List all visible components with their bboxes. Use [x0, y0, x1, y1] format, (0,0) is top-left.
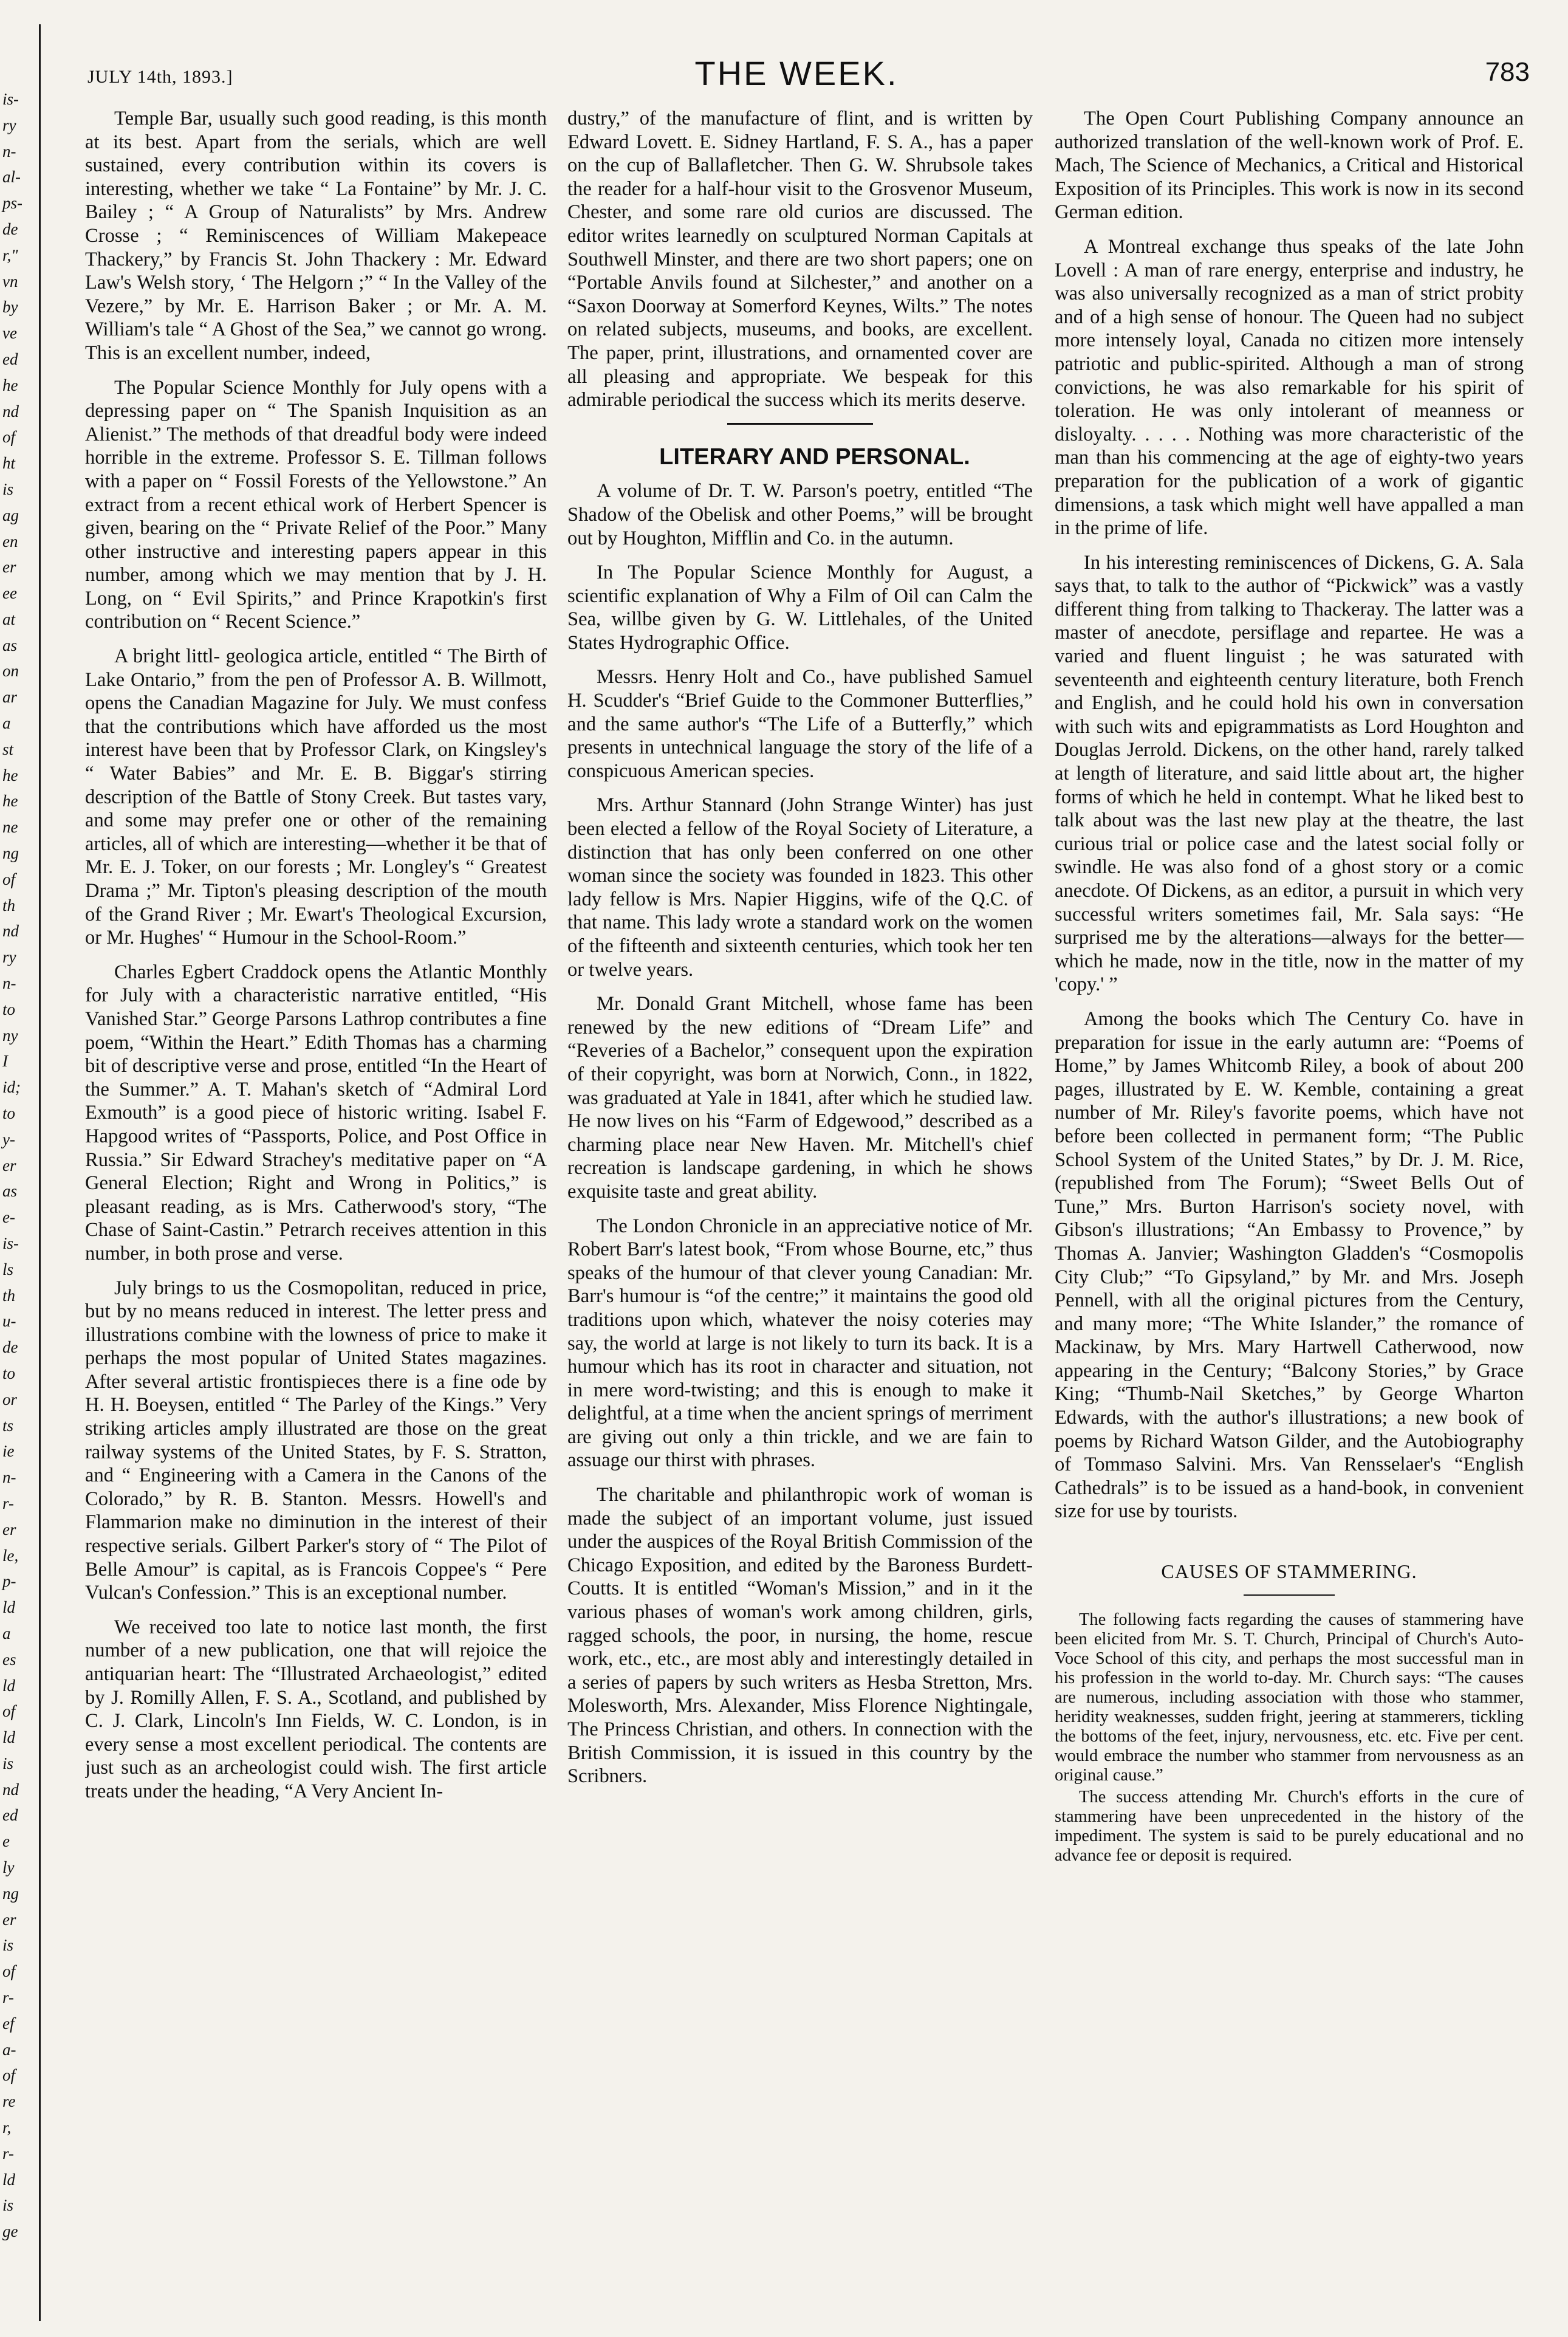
article-paragraph: In The Popular Science Monthly for August, a scientific explanation of Why a Film of Oil can Calm the Sea, willbe given by G. W. Littlehales, of the United States Hydrographic Office.	[567, 561, 1033, 654]
margin-fragment: u-	[2, 1312, 16, 1331]
margin-fragment: ef	[2, 2014, 15, 2033]
margin-fragment: is	[2, 1754, 14, 1772]
margin-fragment: on	[2, 662, 19, 681]
margin-fragment: n-	[2, 1468, 16, 1487]
margin-fragment: of	[2, 1962, 16, 1981]
margin-fragment: to	[2, 1104, 16, 1122]
article-paragraph: Charles Egbert Craddock opens the Atlantic Monthly for July with a characteristic narrative entitled, “His Vanished Star.” George Parsons Lathrop contributes a fine poem, “Within the Heart.” Edith Thomas has a charming bit of descriptive verse and prose, entitled “In the Heart of the Summer.” A. T. Mahan's sketch of “Admiral Lord Exmouth” is a good piece of historic writing. Isabel F. Hapgood writes of “Passports, Police, and Post Office in Russia.” Sir Edward Strachey's meditative paper on “A General Election; Right and Wrong in Politics,” is pleasant reading, as is Mrs. Catherwood's story, “The Chase of Saint-Castin.” Petrarch receives attention in this number, in both prose and verse.	[85, 961, 547, 1265]
margin-fragment: r,	[2, 2118, 12, 2137]
article-paragraph: A bright littl- geologica article, entitled “ The Birth of Lake Ontario,” from the pen of Professor A. B. Willmott, opens the Canadian Magazine for July. We must confess that the contributions which have afforded us the most interest have been that by Professor Clark, on Kingsley's “ Water Babies” and Mr. E. B. Biggar's stirring description of the Battle of Stony Creek. But tastes vary, and some may prefer one or other of the remaining articles, all of which are interesting—whether it be that of Mr. E. J. Toker, on our forests ; Mr. Longley's “ Greatest Drama ;” Mr. Tipton's pleasing description of the mouth of the Grand River ; Mr. Ewart's Theological Excursion, or Mr. Hughes' “ Humour in the School-Room.”	[85, 645, 547, 949]
margin-fragment: p-	[2, 1572, 16, 1591]
margin-fragment: ry	[2, 115, 16, 134]
margin-fragment: de	[2, 219, 18, 238]
margin-fragment: by	[2, 298, 18, 317]
margin-fragment: r,"	[2, 245, 18, 264]
margin-fragment: e-	[2, 1208, 15, 1227]
margin-fragment: er	[2, 1910, 16, 1929]
margin-fragment: ny	[2, 1026, 18, 1045]
article-paragraph: Among the books which The Century Co. have in preparation for issue in the early autumn are: “Poems of Home,” by James Whitcomb Riley, a book of about 200 pages, illustrated by E. W. Kemble, containing a great number of Mr. Riley's favorite poems, which have not before been collected in permanent form; “The Public School System of the United States,” by Dr. J. M. Rice, (republished from The Forum); “Sweet Bells Out of Tune,” Mrs. Burton Harrison's society novel, with Gibson's illustrations; “An Embassy to Provence,” by Thomas A. Janvier; Washington Gladden's “Cosmopolis City Club;” “To Gipsyland,” by Mr. and Mrs. Joseph Pennell, with all the original pictures from the Century, and many more; “The White Islander,” the romance of Mackinaw, by Mrs. Mary Hartwell Catherwood, now appearing in the Century; “Balcony Stories,” by Grace King; “Thumb-Nail Sketches,” by George Wharton Edwards, with the author's illustrations; a new book of poems by Richard Watson Gilder, and the Autobiography of Tommaso Salvini. Mrs. Van Rensselaer's “English Cathedrals” is to be issued as a hand-book, in convenient size for use by tourists.	[1055, 1007, 1524, 1523]
margin-fragment: a-	[2, 2040, 16, 2059]
margin-fragment: he	[2, 766, 18, 784]
margin-fragment: th	[2, 896, 16, 915]
margin-fragment: n-	[2, 142, 16, 160]
margin-fragment: ld	[2, 1676, 16, 1695]
margin-fragment: I	[2, 1052, 8, 1071]
margin-fragment: er	[2, 1520, 16, 1539]
margin-fragment: al-	[2, 168, 21, 187]
margin-fragment: ld	[2, 2170, 16, 2189]
margin-fragment: ts	[2, 1416, 14, 1435]
text-columns	[52, 107, 1541, 2294]
article-paragraph: Mr. Donald Grant Mitchell, whose fame has been renewed by the new editions of “Dream Life” and “Reveries of a Bachelor,” consequent upon the expiration of their copyright, was born at Norwich, Conn., in 1822, was graduated at Yale in 1841, after which he studied law. He now lives on his “Farm of Edgewood,” described as a charming place near New Haven. Mr. Mitchell's chief recreation is landscape gardening, in which he shows exquisite taste and great ability.	[567, 993, 1033, 1203]
margin-fragment: ng	[2, 844, 19, 863]
margin-fragment: ie	[2, 1442, 15, 1461]
margin-fragment: ld	[2, 1728, 16, 1747]
margin-fragment: to	[2, 1364, 16, 1382]
margin-fragment: he	[2, 376, 18, 394]
margin-fragment: nd	[2, 1780, 19, 1799]
margin-fragment: ps-	[2, 194, 22, 213]
margin-fragment: is	[2, 1936, 14, 1955]
margin-fragment: vn	[2, 272, 18, 290]
article-paragraph: The London Chronicle in an appreciative notice of Mr. Robert Barr's latest book, “From whose Bourne, etc,” thus speaks of the humour of that clever young Canadian: Mr. Barr's humour is “of the centre;” it maintains the good old traditions upon which, whatever the noisy coteries may say, the world at large is not likely to turn its back. It is a humour which has its root in character and situation, not in mere word-twisting; and this is enough to make it delightful, at a time when the ancient springs of merriment are giving out only a thin trickle, and we are fain to assuage our thirst with phrases.	[567, 1215, 1033, 1472]
article-paragraph: A Montreal exchange thus speaks of the late John Lovell : A man of rare energy, enterprise and industry, he was also universally recognized as a man of strict probity and of a high sense of honour. The Queen had no subject more intensely loyal, Canada no citizen more intensely patriotic and public-spirited. Although a man of strong convictions, he was also remarkable for his spirit of toleration. He was only intolerant of meanness or disloyalty. . . . . Nothing was more characteristic of the man than his commencing at the age of eighty-two years preparation for the publication of a work of gigantic dimensions, a task which might well have appalled a man in the prime of life.	[1055, 235, 1524, 540]
margin-fragment: is	[2, 479, 14, 498]
margin-fragment: is	[2, 2196, 14, 2215]
margin-fragment: ar	[2, 688, 18, 707]
margin-fragment: to	[2, 1000, 16, 1018]
stammering-heading: CAUSES OF STAMMERING.	[1161, 1560, 1417, 1583]
section-heading: LITERARY AND PERSONAL.	[659, 444, 970, 470]
column-2	[567, 107, 1033, 2294]
margin-fragment: es	[2, 1650, 16, 1669]
margin-fragment: of	[2, 2066, 16, 2085]
article-paragraph: Mrs. Arthur Stannard (John Strange Winter) has just been elected a fellow of the Royal Society of Literature, a distinction that has only been conferred on one other woman since the society was founded in 1823. This other lady fellow is Mrs. Napier Higgins, wife of the Q.C. of that name. This lady wrote a standard work on the women of the fifteenth and sixteenth centuries, which took her ten or twelve years.	[567, 794, 1033, 981]
margin-fragment: of	[2, 870, 16, 888]
column-1	[85, 107, 547, 2294]
margin-fragment: er	[2, 558, 16, 577]
margin-fragment: is-	[2, 1234, 19, 1252]
margin-fragment: ls	[2, 1260, 14, 1278]
section-divider	[1244, 1594, 1335, 1596]
margin-fragment: re	[2, 2092, 16, 2111]
margin-fragment: ve	[2, 324, 17, 343]
article-paragraph: Messrs. Henry Holt and Co., have published Samuel H. Scudder's “Brief Guide to the Commoner Butterflies,” and the same author's “The Life of a Butterfly,” which presents in untechnical language the story of the life of a conspicuous American species.	[567, 666, 1033, 782]
margin-fragment: y-	[2, 1130, 15, 1148]
margin-fragment: de	[2, 1338, 18, 1357]
margin-fragment: e	[2, 1832, 10, 1851]
issue-date: JULY 14th, 1893.]	[87, 67, 233, 87]
article-paragraph: dustry,” of the manufacture of flint, and is written by Edward Lovett. E. Sidney Hartland, F. S. A., has a paper on the cup of Ballafletcher. Then G. W. Shrubsole takes the reader for a half-hour visit to the Grosvenor Museum, Chester, and some rare old curios are discussed. The editor writes learnedly on sculptured Norman Capitals at Southwell Minster, and there are two short papers; one on “Portable Anvils found at Silchester,” and another on a “Saxon Doorway at Somerford Keynes, Wilts.” The notes on related subjects, museums, and books, are excellent. The paper, print, illustrations, and ornamented cover are all pleasing and appropriate. We bespeak for this admirable periodical the success which its merits deserve.	[567, 108, 1033, 411]
advert-paragraph: The following facts regarding the causes of stammering have been elicited from Mr. S. T. Church, Principal of Church's Auto-Voce School of this city, and perhaps the most successful man in his profession in the world to-day. Mr. Church says: “The causes are numerous, including association with those who stammer, heridity weaknesses, sudden fright, jeering at stammerers, tickling the bottoms of the feet, injury, nervousness, etc. etc. Five per cent. would embrace the number who stammer from nervousness as an original cause.”	[1055, 1610, 1524, 1785]
margin-fragment: le,	[2, 1546, 19, 1565]
margin-fragment: of	[2, 428, 16, 447]
advert-paragraph: The success attending Mr. Church's efforts in the cure of stammering have been unprecedented in the history of the impediment. The system is said to be purely educational and no advance fee or deposit is required.	[1055, 1787, 1524, 1865]
article-paragraph: The charitable and philanthropic work of woman is made the subject of an important volume, just issued under the auspices of the Royal British Commission of the Chicago Exposition, and edited by the Baroness Burdett-Coutts. It is entitled “Woman's Mission,” and in it the various phases of woman's work among children, girls, ragged schools, the poor, in nursing, the home, rescue work, etc., etc., are most ably and interestingly detailed in a series of papers by such writers as Hesba Stretton, Mrs. Molesworth, Mrs. Alexander, Miss Florence Nightingale, The Princess Christian, and others. In connection with the British Commission, it is issued in this country by the Scribners.	[567, 1484, 1033, 1788]
margin-fragment: st	[2, 740, 14, 758]
margin-fragment: ed	[2, 349, 18, 368]
margin-fragment: a	[2, 1624, 11, 1642]
margin-fragment: ee	[2, 584, 17, 603]
masthead-title: THE WEEK.	[694, 54, 899, 92]
margin-fragment: or	[2, 1390, 18, 1409]
margin-fragment: nd	[2, 922, 19, 941]
margin-fragment: en	[2, 532, 18, 551]
margin-fragment: r-	[2, 1988, 14, 2007]
page-gutter-rule	[39, 24, 41, 2321]
page-number: 783	[1485, 57, 1530, 87]
margin-fragment: he	[2, 792, 18, 811]
left-margin-bleed	[0, 0, 38, 2337]
margin-fragment: ry	[2, 948, 16, 967]
margin-fragment: id;	[2, 1078, 21, 1097]
margin-fragment: ne	[2, 818, 18, 837]
margin-fragment: ag	[2, 506, 19, 524]
margin-fragment: as	[2, 1182, 18, 1201]
margin-fragment: ge	[2, 2222, 18, 2241]
margin-fragment: is-	[2, 90, 19, 108]
newspaper-page	[52, 53, 1541, 2302]
margin-fragment: ly	[2, 1858, 15, 1877]
margin-fragment: r-	[2, 2144, 14, 2163]
margin-fragment: ng	[2, 1884, 19, 1903]
article-paragraph: In his interesting reminiscences of Dickens, G. A. Sala says that, to talk to the author of “Pickwick” was a vastly different thing from talking to Thackeray. The latter was a master of anecdote, persiflage and repartee. He was a varied and fluent linguist ; he was saturated with seventeenth and eighteenth century literature, both French and English, and he could hold his own in conversation with such wits and epigrammatists as Lord Houghton and Douglas Jerrold. Dickens, on the other hand, rarely talked at length of literature, and said little about art, the higher forms of which he held in contempt. What he liked best to talk about was the last new play at the theatre, the last curious trial or police case and the latest social folly or swindle. He was also fond of a ghost story or a comic anecdote. Of Dickens, as an editor, a pursuit in which very successful writers sometimes fail, Mr. Sala says: “He surprised me by the alterations—always for the better—which he made, now in the title, now in the matter of my 'copy.' ”	[1055, 551, 1524, 996]
margin-fragment: at	[2, 609, 16, 628]
margin-fragment: ed	[2, 1806, 18, 1825]
article-paragraph: Temple Bar, usually such good reading, is this month at its best. Apart from the serials, which are well sustained, every contribution within its covers is interesting, whether we take “ La Fontaine” by Mr. J. C. Bailey ; “ A Group of Naturalists” by Mrs. Andrew Crosse ; “ Reminiscences of William Makepeace Thackery,” by Francis St. John Thackery : Mr. Edward Law's Welsh story, ‘ The Helgorn ;” “ In the Valley of the Vezere,” by Mr. E. Harrison Baker ; or Mr. A. M. William's tale “ A Ghost of the Sea,” we cannot go wrong. This is an excellent number, indeed,	[85, 108, 547, 364]
margin-fragment: as	[2, 636, 18, 654]
page-header	[52, 53, 1541, 106]
article-paragraph: The Open Court Publishing Company announce an authorized translation of the well-known work of Prof. E. Mach, The Science of Mechanics, a Critical and Historical Exposition of its Principles. This work is now in its second German edition.	[1055, 108, 1524, 224]
margin-fragment: r-	[2, 1494, 14, 1512]
article-paragraph: The Popular Science Monthly for July opens with a depressing paper on “ The Spanish Inquisition as an Alienist.” The methods of that dreadful body were indeed horrible in the extreme. Professor S. E. Tillman follows with a paper on “ Fossil Forests of the Yellowstone.” An extract from a recent ethical work of Herbert Spencer is given, bearing on the “ Private Relief of the Poor.” Many other instructive and interesting papers appear in this number, among which we may mention that by J. H. Long, on “ Evil Spirits,” and Prince Krapotkin's first contribution on “ Recent Science.”	[85, 376, 547, 633]
margin-fragment: n-	[2, 974, 16, 993]
margin-fragment: th	[2, 1286, 16, 1305]
margin-fragment: ld	[2, 1598, 16, 1617]
column-3	[1055, 107, 1524, 2294]
article-paragraph: We received too late to notice last month, the first number of a new publication, one that will rejoice the antiquarian heart: The “Illustrated Archaeologist,” edited by J. Romilly Allen, F. S. A., Scotland, and published by C. J. Clark, Lincoln's Inn Fields, W. C. London, is in every sense a most excellent periodical. The contents are just such as an archeologist could wish. The first article treats under the heading, “A Very Ancient In-	[85, 1616, 547, 1802]
article-paragraph: A volume of Dr. T. W. Parson's poetry, entitled “The Shadow of the Obelisk and other Poems,” will be brought out by Houghton, Mifflin and Co. in the autumn.	[567, 480, 1033, 549]
margin-fragment: er	[2, 1156, 16, 1175]
margin-fragment: ht	[2, 454, 16, 473]
margin-fragment: nd	[2, 402, 19, 420]
article-paragraph: July brings to us the Cosmopolitan, reduced in price, but by no means reduced in interest. The letter press and illustrations combine with the lowness of price to make it perhaps the most popular of United States magazines. After several artistic frontispieces there is a fine ode by H. H. Boeysen, entitled “ The Parley of the Kings.” Very striking articles amply illustrated are those on the great railway systems of the United States, by F. S. Stratton, and “ Engineering with a Camera in the Canons of the Colorado,” by R. B. Stanton. Messrs. Howell's and Flammarion make no diminution in the interest of their respective serials. Gilbert Parker's story of “ The Pilot of Belle Amour” is capital, as is Francois Coppee's “ Pere Vulcan's Confession.” This is an exceptional number.	[85, 1277, 547, 1604]
margin-fragment: of	[2, 1702, 16, 1721]
section-divider	[727, 423, 873, 425]
margin-fragment: a	[2, 714, 11, 733]
